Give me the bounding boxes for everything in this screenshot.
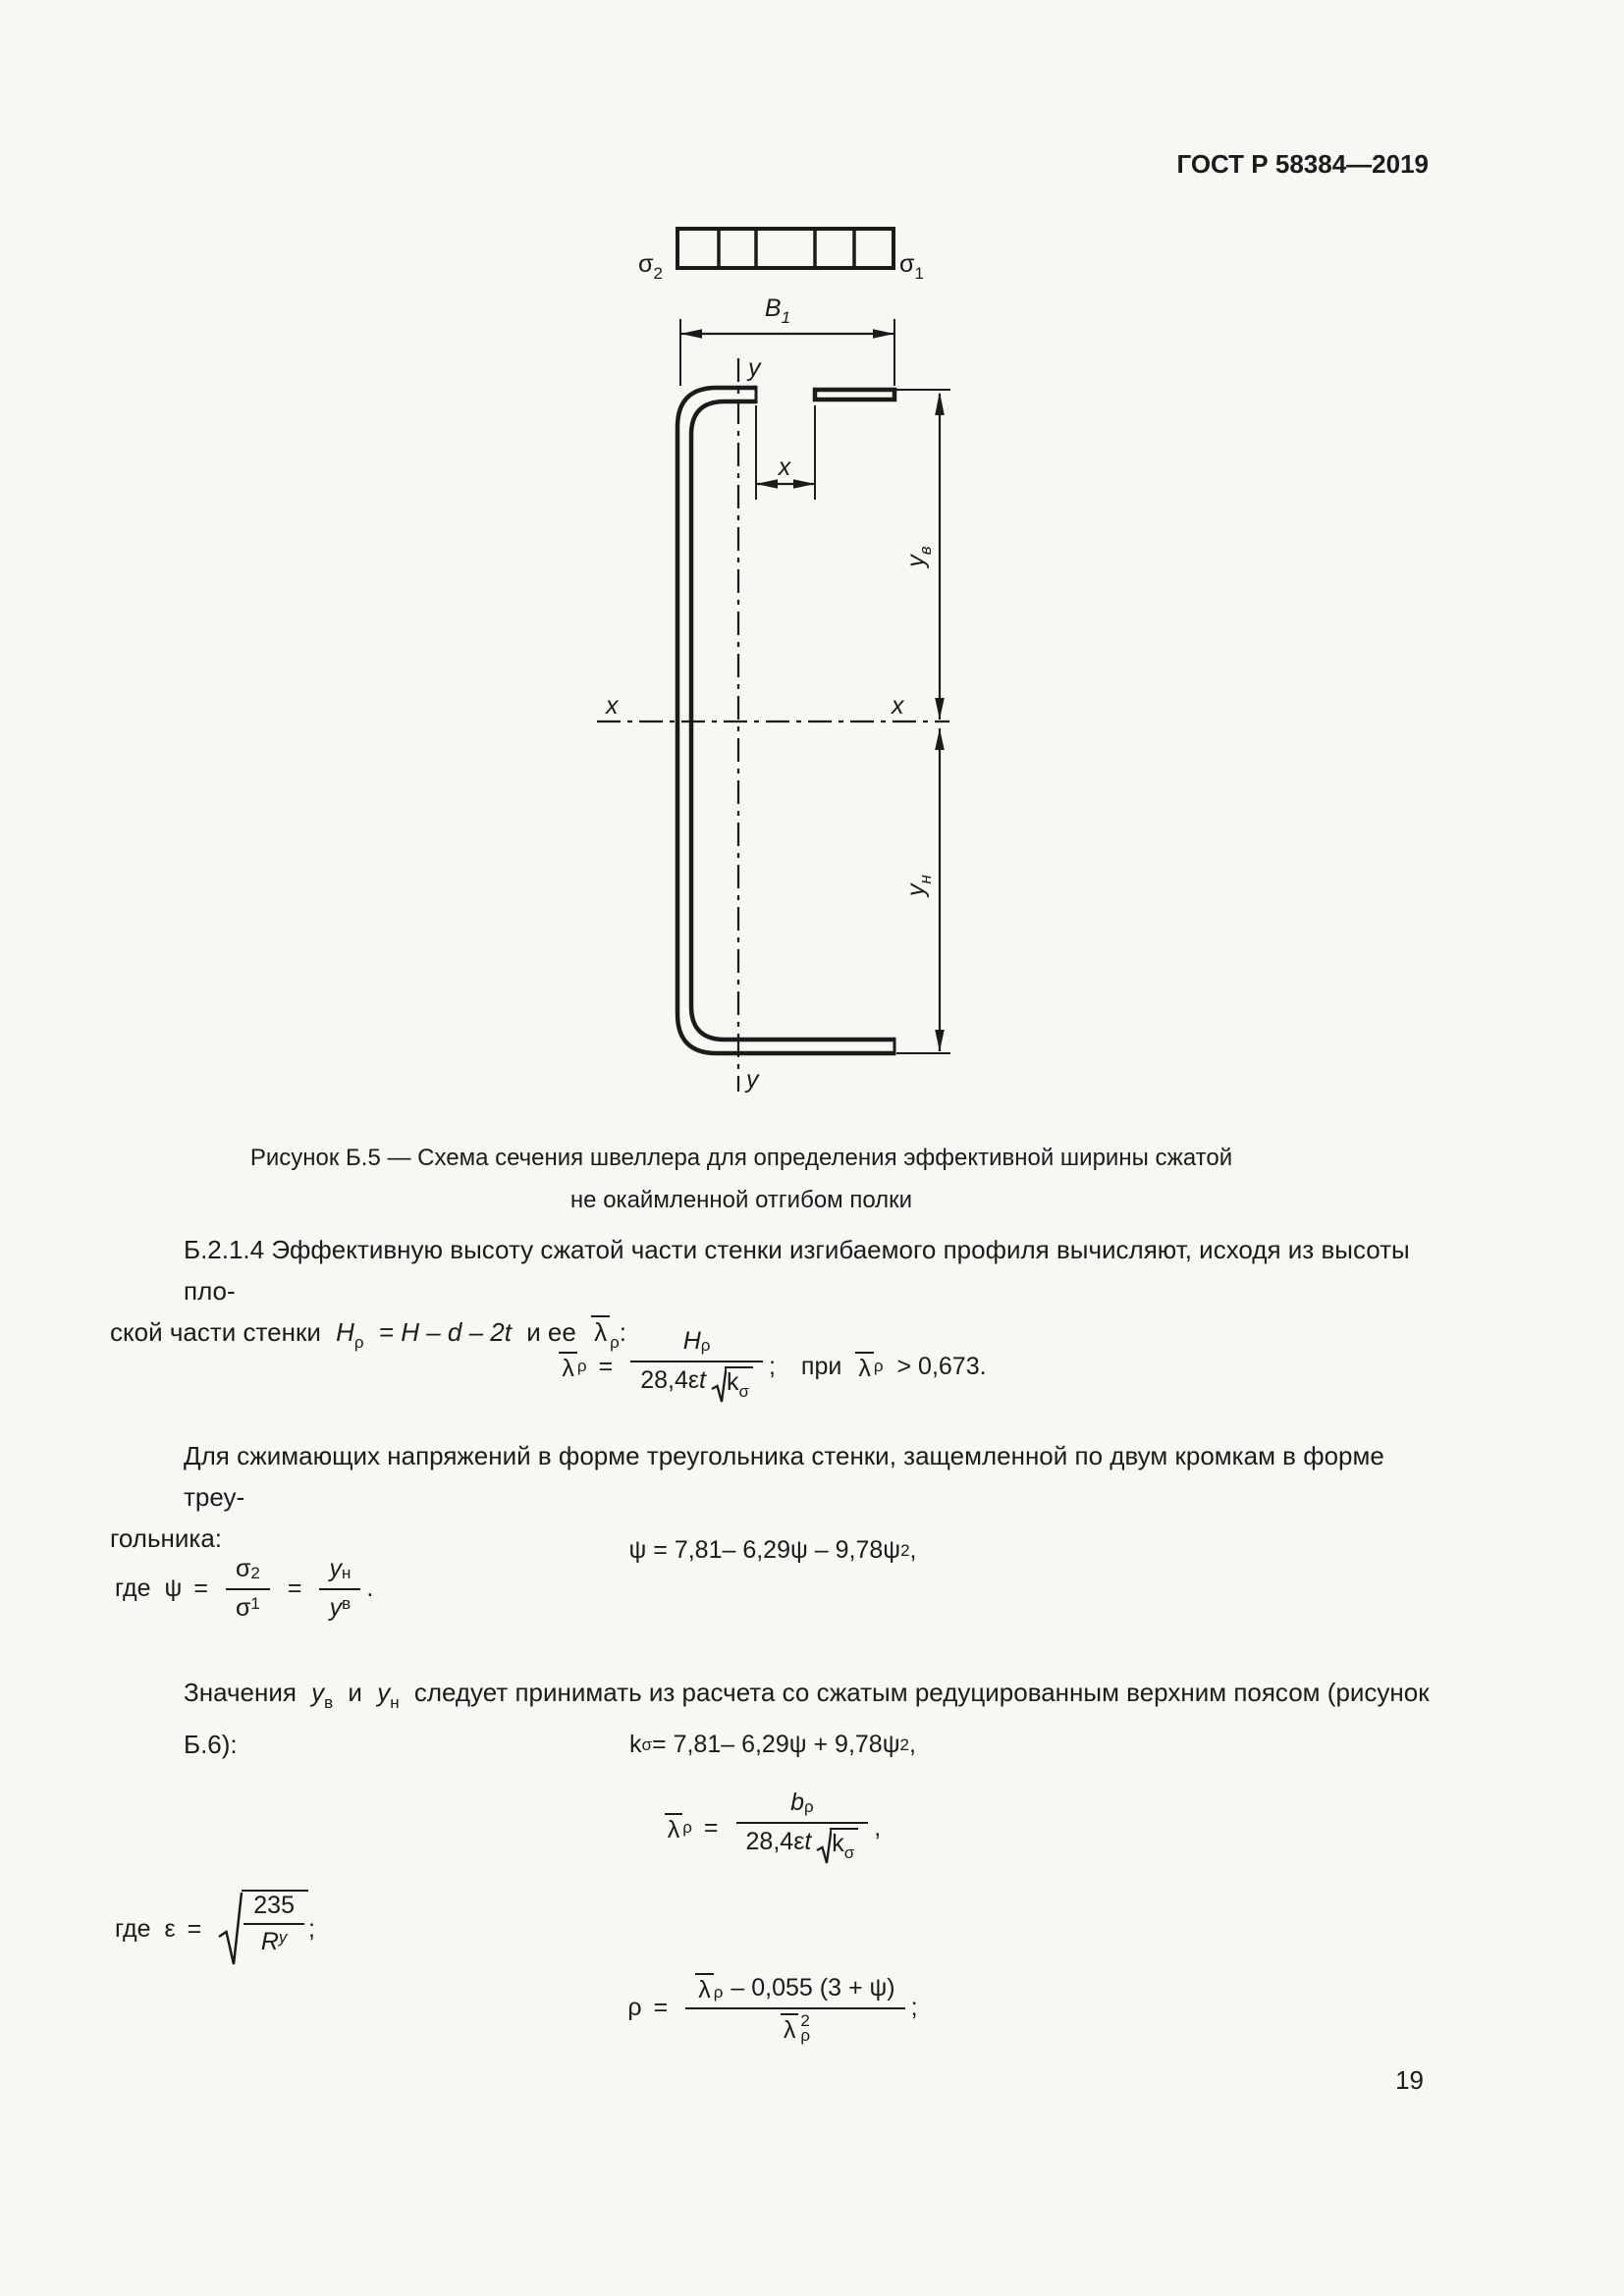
y-axis-label-top: y [748,354,761,382]
var-y: y [329,1555,342,1582]
fraction [736,1789,869,1867]
b1-label: $B_1$ [764,294,791,327]
var-b: b [790,1789,805,1816]
punctuation: . [366,1575,374,1602]
channel-section-figure [530,221,972,1104]
lambda-bar: λ [695,1973,714,2002]
var-k: k [832,1830,844,1857]
x-gap-dimension [756,405,815,500]
radicand [830,1828,858,1862]
subscript-n: н [341,1564,352,1582]
b1-dimension [680,319,894,386]
fraction [630,1327,763,1406]
figure-caption [74,1137,1409,1221]
punctuation: , [909,1731,916,1758]
x-axis-label-left: x [606,692,619,720]
var-R: R [260,1928,279,1956]
formula-k-sigma [98,1731,1447,1759]
where-word: где [115,1914,151,1943]
paragraph-triangle-line2: гольника: [110,1523,223,1553]
sigma2-label: $\sigma_2$ [638,250,663,283]
punctuation: , [909,1536,917,1564]
sqrt-radical [218,1890,308,1968]
equals-sign: = [653,1994,669,2022]
denominator [244,1923,304,1954]
subscript-rho: ρ [353,1333,364,1352]
formula-lambda-b [98,1789,1447,1867]
equals-sign: = [187,1914,202,1943]
coefficient: 28,4ε [640,1366,700,1394]
radicand [242,1890,308,1955]
equation-body: ψ = 7,81– 6,29ψ – 9,78ψ [628,1536,901,1564]
subscript-sigma: σ [738,1382,749,1401]
text-run: ской части стенки [110,1317,321,1347]
fraction [226,1555,270,1623]
x-gap-label: x [778,454,791,481]
subscript-1: 1 [250,1594,260,1613]
reduced-flange-segment [815,390,894,400]
punctuation: ; [768,1352,776,1380]
fraction [319,1555,360,1623]
punctuation: ; [910,1994,918,2022]
subscript-n: н [390,1693,400,1712]
epsilon-symbol: ε [164,1914,176,1943]
denominator [736,1822,869,1867]
subscript-y: y [278,1928,288,1948]
var-t: t [804,1828,812,1855]
subscript-v: в [324,1693,334,1712]
subscript-2: 2 [250,1564,260,1582]
var-y: y [329,1594,343,1622]
subscript-v: в [342,1594,352,1613]
paragraph-b214-line1: Б.2.1.4 Эффективную высоту сжатой части стенки изгибаемого профиля вычисляют, исходя из высоты пло- [184,1235,1410,1306]
yv-label: $y_в$ [902,546,935,567]
numerator [674,1327,721,1361]
var-y: y [311,1678,325,1707]
denominator [630,1361,763,1406]
numerator [685,1973,904,2007]
sigma-symbol: σ [235,1594,251,1622]
text-run: и [348,1678,362,1707]
where-word: где [115,1575,151,1602]
superscript-2: 2 [899,1735,910,1754]
formula-rho [98,1973,1447,2044]
subscript-rho: ρ [804,1797,814,1816]
numerator [319,1555,360,1588]
var-t: t [699,1366,706,1394]
equation-body: = 7,81– 6,29ψ + 9,78ψ [652,1731,900,1758]
condition-value: > 0,673. [896,1352,987,1380]
formula-lambda-h [98,1327,1447,1406]
paragraph-triangle-line1: Для сжимающих напряжений в форме треугольника стенки, защемленной по двум кромкам в форме треу- [184,1441,1384,1512]
var-k: k [629,1731,642,1758]
denominator [685,2007,904,2046]
sup-sub-stack [800,2011,811,2046]
formula-epsilon [115,1890,315,1968]
equals-sign: = [193,1575,208,1602]
coefficient: 28,4ε [745,1828,805,1855]
subscript-sigma: σ [843,1843,855,1862]
denominator [226,1588,270,1623]
psi-symbol: ψ [164,1575,183,1602]
superscript-2: 2 [900,1540,910,1560]
stress-block-diagram [677,229,893,268]
x-axis-label-right: x [892,692,904,720]
sigma1-label: $\sigma_1$ [899,250,924,283]
var-H: H [682,1327,701,1355]
var-y: y [377,1678,391,1707]
denominator [319,1588,360,1623]
lambda-bar: λ [591,1315,610,1346]
page-number: 19 [1395,2065,1424,2095]
lambda-bar: λ [559,1352,577,1381]
y-axis-label-bottom: y [746,1066,759,1094]
subscript-rho: ρ [873,1357,884,1375]
equals-sign: = [598,1352,614,1380]
yn-label: $y_н$ [902,875,935,896]
lambda-bar: λ [665,1813,683,1842]
sigma-symbol: σ [235,1555,251,1582]
radicand [725,1366,753,1401]
equals-sign: = [287,1575,302,1602]
fraction [685,1973,904,2044]
sqrt-icon [218,1890,244,1968]
equation-body: – 0,055 (3 + ψ) [731,1974,895,2002]
inline-equation: = H – d – 2t [378,1317,512,1347]
var-H: H [336,1317,354,1347]
page-header: ГОСТ Р 58384—2019 [1176,149,1429,179]
figure-caption-line1: Рисунок Б.5 — Схема сечения швеллера для определения эффективной ширины сжатой [249,1145,1233,1171]
sqrt-radical [711,1366,753,1406]
lambda-bar: λ [855,1352,874,1381]
punctuation: : [619,1317,626,1347]
fraction [244,1893,304,1955]
subscript-rho: ρ [713,1983,724,2002]
subscript-rho: ρ [700,1336,711,1355]
punctuation: , [874,1813,882,1842]
numerator: 235 [253,1892,295,1919]
lambda-bar: λ [781,2013,799,2043]
punctuation: ; [307,1914,315,1943]
subscript-rho: ρ [800,2026,811,2046]
equals-sign: = [703,1813,719,1842]
condition-word: при [800,1352,842,1380]
figure-caption-line2: не окаймленной отгибом полки [569,1187,913,1213]
text-run: и ее [526,1317,576,1347]
text-run: следует принимать из расчета со сжатым редуцированным верхним поясом (рисунок Б.6): [184,1678,1430,1759]
formula-psi-definition [115,1555,373,1623]
subscript-rho: ρ [610,1333,620,1352]
subscript-sigma: σ [641,1735,653,1754]
sqrt-radical [816,1828,858,1867]
var-k: k [726,1368,739,1396]
numerator [226,1555,270,1588]
superscript-2: 2 [800,2011,810,2031]
numerator [781,1789,824,1822]
rho-symbol: ρ [627,1994,642,2022]
subscript-rho: ρ [576,1357,587,1375]
subscript-rho: ρ [682,1818,692,1837]
text-run: Значения [184,1678,297,1707]
